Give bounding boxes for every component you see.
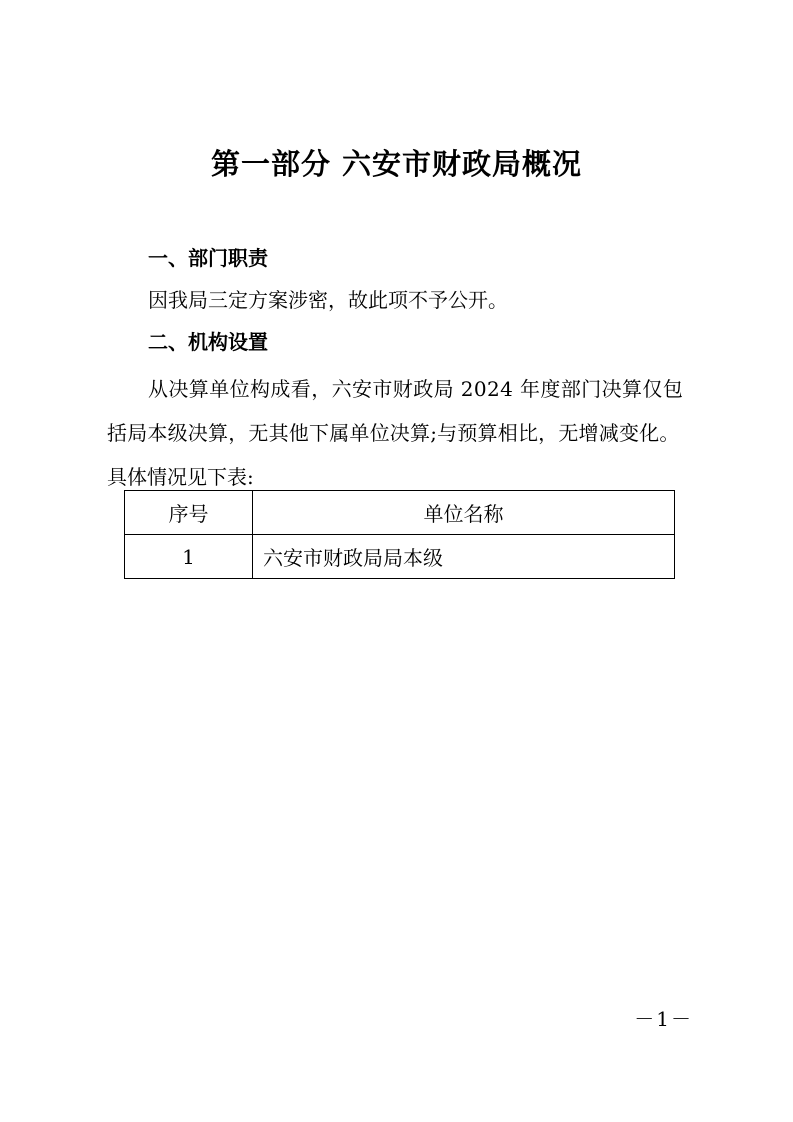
header-unit-name: 单位名称 [253, 491, 675, 535]
section2-paragraph [107, 367, 697, 499]
page-number: －1－ [634, 1007, 693, 1031]
table-header-row [125, 491, 675, 535]
table-row [125, 535, 675, 579]
section1-heading: 一、部门职责 [148, 246, 268, 270]
cell-serial: 1 [125, 535, 253, 579]
section2-line-3: 具体情况见下表: [107, 465, 254, 489]
cell-unit-name: 六安市财政局局本级 [253, 535, 675, 579]
header-serial: 序号 [125, 491, 253, 535]
page-title: 第一部分 六安市财政局概况 [210, 147, 583, 181]
section2-line-1: 从决算单位构成看，六安市财政局 2024 年度部门决算仅包 [148, 377, 684, 401]
section2-line-2: 括局本级决算，无其他下属单位决算;与预算相比，无增减变化。 [107, 421, 680, 445]
unit-table [124, 490, 675, 579]
section1-text: 因我局三定方案涉密，故此项不予公开。 [148, 288, 508, 312]
section2-heading: 二、机构设置 [148, 330, 268, 354]
